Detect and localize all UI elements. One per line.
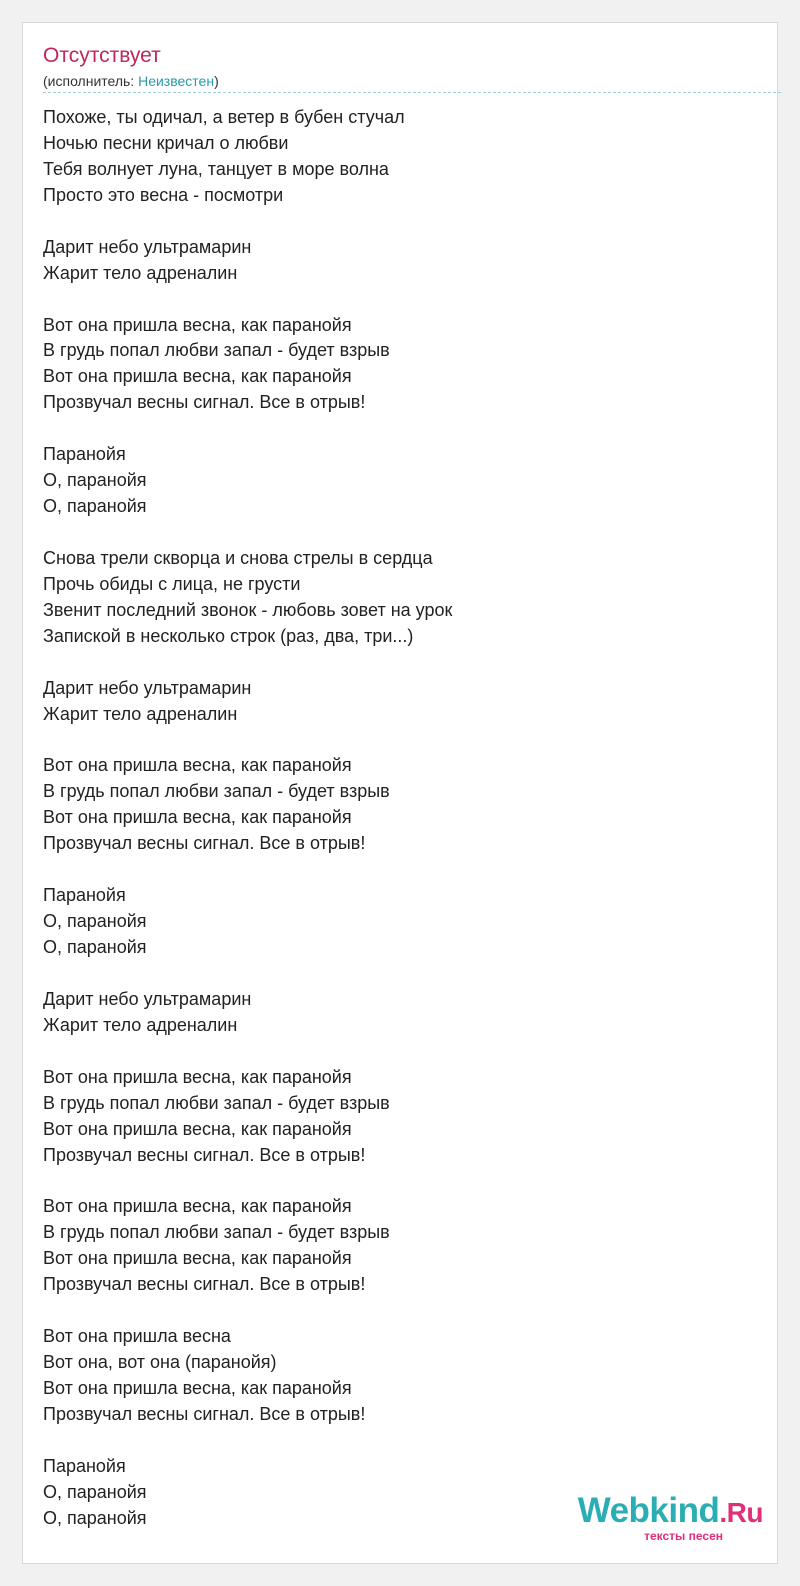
lyric-line: Жарит тело адреналин: [43, 703, 238, 724]
lyric-line: Вот она пришла весна, как паранойя: [43, 314, 352, 335]
stanza-break: [43, 650, 753, 676]
lyric-line: Дарит небо ультрамарин: [43, 988, 252, 1009]
artist-suffix: ): [214, 73, 219, 89]
lyric-line: Паранойя: [43, 885, 126, 906]
lyric-line: Прозвучал весны сигнал. Все в отрыв!: [43, 833, 366, 854]
lyric-line: Жарит тело адреналин: [43, 1014, 238, 1035]
lyric-line: Дарит небо ультрамарин: [43, 677, 252, 698]
lyrics-text: [43, 105, 753, 1532]
stanza-break: [43, 728, 753, 754]
lyric-line: Дарит небо ультрамарин: [43, 236, 252, 257]
lyric-line: О, паранойя: [43, 911, 147, 932]
lyric-line: Ночью песни кричал о любви: [43, 132, 289, 153]
lyric-line: В грудь попал любви запал - будет взрыв: [43, 1092, 390, 1113]
site-logo[interactable]: [571, 1491, 767, 1545]
lyric-line: О, паранойя: [43, 470, 147, 491]
logo-tagline: тексты песен: [644, 1529, 723, 1543]
lyric-line: Вот она пришла весна, как паранойя: [43, 366, 352, 387]
stanza-break: [43, 416, 753, 442]
lyric-line: Вот она пришла весна: [43, 1326, 231, 1347]
logo-name: Webkind: [577, 1491, 720, 1530]
lyric-line: Похоже, ты одичал, а ветер в бубен стучал: [43, 107, 405, 127]
logo-wordmark: [578, 1491, 763, 1533]
lyric-line: Паранойя: [43, 1455, 126, 1476]
stanza-break: [43, 961, 753, 987]
stanza-break: [43, 1428, 753, 1454]
lyric-line: Снова трели скворца и снова стрелы в сердца: [43, 547, 433, 568]
lyric-line: Вот она пришла весна, как паранойя: [43, 807, 352, 828]
lyric-line: О, паранойя: [43, 496, 147, 517]
artist-link[interactable]: Неизвестен: [138, 73, 215, 89]
lyric-line: Прозвучал весны сигнал. Все в отрыв!: [43, 1144, 366, 1165]
lyric-line: Вот она пришла весна, как паранойя: [43, 1118, 352, 1139]
lyric-line: Вот она пришла весна, как паранойя: [43, 1066, 352, 1087]
lyric-line: Запиской в несколько строк (раз, два, три...): [43, 625, 414, 646]
stanza-break: [43, 1298, 753, 1324]
stanza-break: [43, 1039, 753, 1065]
song-title: Отсутствует: [43, 44, 161, 67]
lyric-line: Вот она пришла весна, как паранойя: [43, 755, 352, 776]
lyric-line: Тебя волнует луна, танцует в море волна: [43, 158, 389, 179]
lyric-line: Вот она, вот она (паранойя): [43, 1352, 277, 1372]
lyric-line: В грудь попал любви запал - будет взрыв: [43, 1222, 390, 1243]
lyric-line: Прочь обиды с лица, не грусти: [43, 573, 301, 594]
lyric-line: Вот она пришла весна, как паранойя: [43, 1248, 352, 1269]
stanza-break: [43, 857, 753, 883]
lyric-line: Жарит тело адреналин: [43, 262, 238, 283]
lyric-line: Прозвучал весны сигнал. Все в отрыв!: [43, 1403, 366, 1424]
stanza-break: [43, 209, 753, 235]
lyric-line: В грудь попал любви запал - будет взрыв: [43, 781, 390, 802]
stanza-break: [43, 1168, 753, 1194]
artist-line: [43, 73, 219, 89]
lyrics-card: [22, 22, 778, 1564]
lyric-line: О, паранойя: [43, 1507, 147, 1528]
lyric-line: Прозвучал весны сигнал. Все в отрыв!: [43, 1274, 366, 1295]
lyric-line: О, паранойя: [43, 1481, 147, 1502]
lyric-line: О, паранойя: [43, 937, 147, 957]
logo-tld: .Ru: [719, 1497, 763, 1528]
lyric-line: Вот она пришла весна, как паранойя: [43, 1377, 352, 1398]
artist-prefix: (исполнитель:: [43, 73, 139, 89]
lyric-line: Паранойя: [43, 444, 126, 465]
lyric-line: Звенит последний звонок - любовь зовет на урок: [43, 599, 453, 620]
stanza-break: [43, 287, 753, 313]
lyric-line: Вот она пришла весна, как паранойя: [43, 1196, 352, 1217]
title-divider: [43, 92, 781, 93]
lyric-line: Просто это весна - посмотри: [43, 184, 284, 205]
stanza-break: [43, 520, 753, 546]
lyric-line: Прозвучал весны сигнал. Все в отрыв!: [43, 392, 366, 413]
lyric-line: В грудь попал любви запал - будет взрыв: [43, 340, 390, 361]
